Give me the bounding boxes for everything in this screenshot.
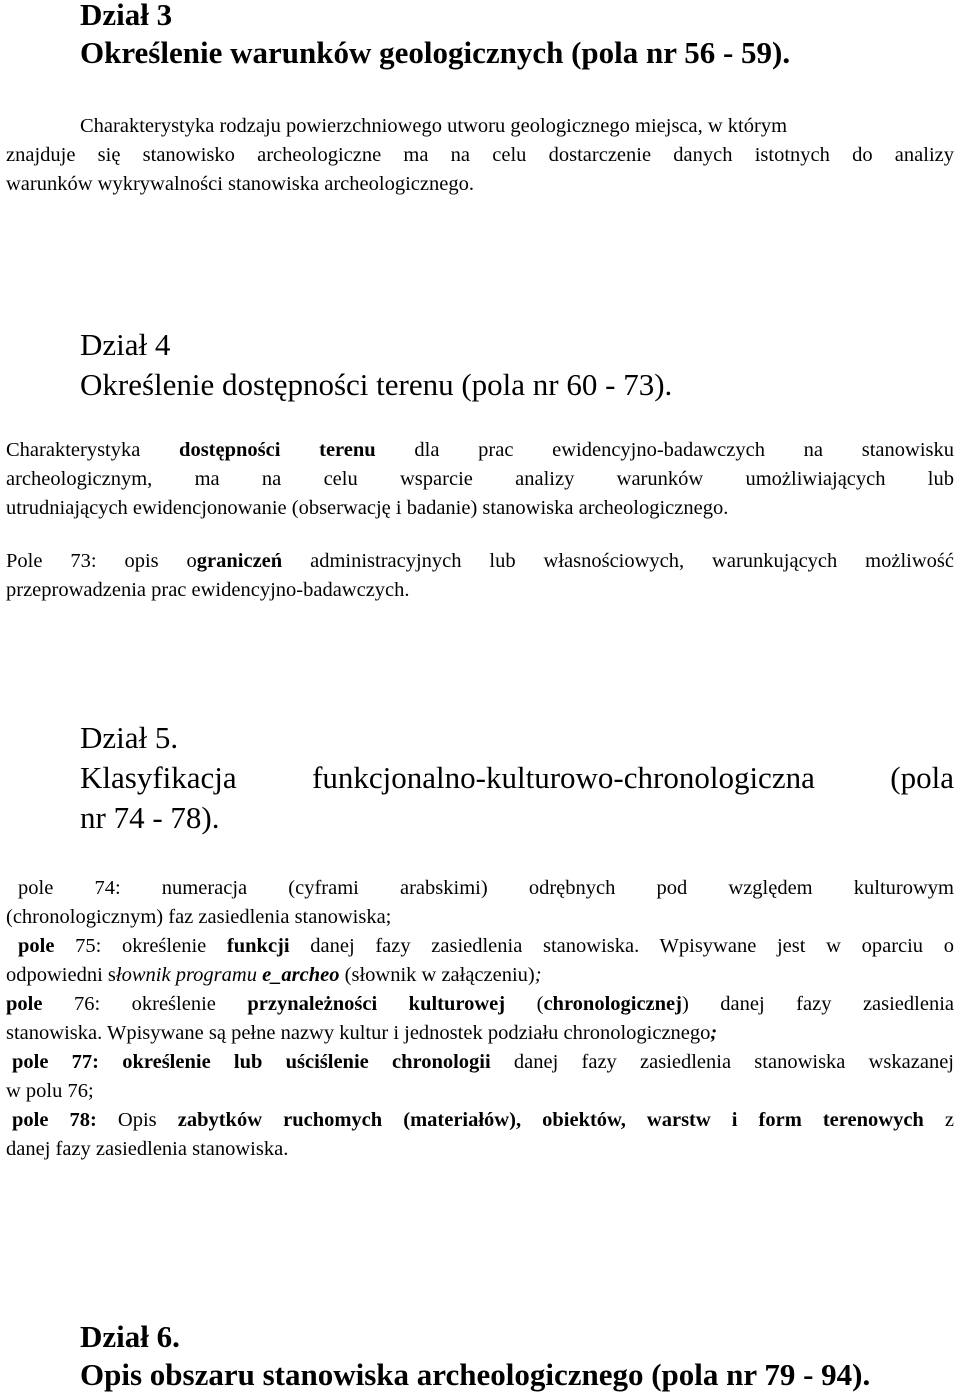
pole-73-paragraph <box>6 547 954 605</box>
section-6-heading: Dział 6. <box>80 1319 180 1354</box>
section-4-paragraph <box>6 436 954 523</box>
field-line: pole 74: numeracja (cyframi arabskimi) odrębnych pod względem kulturowym <box>18 877 954 899</box>
section-3-paragraph <box>6 112 954 199</box>
section-3-heading: Dział 3 <box>80 0 173 32</box>
field-line: pole 77: określenie lub uściślenie chronologii danej fazy zasiedlenia stanowiska wskazanej <box>12 1051 954 1073</box>
section-5-title <box>80 758 954 838</box>
field-line: (chronologicznym) faz zasiedlenia stanowiska; <box>6 906 392 928</box>
paragraph-line: warunków wykrywalności stanowiska archeologicznego. <box>6 173 474 195</box>
field-line: pole 75: określenie funkcji danej fazy zasiedlenia stanowiska. Wpisywane jest w oparciu o <box>18 935 954 957</box>
title-line: nr 74 - 78). <box>80 800 220 835</box>
section-6-title: Opis obszaru stanowiska archeologicznego (pola nr 79 - 94). <box>80 1357 871 1392</box>
field-line: pole 76: określenie przynależności kulturowej (chronologicznej) danej fazy zasiedlenia <box>6 993 954 1015</box>
paragraph-line: archeologicznym, ma na celu wsparcie analizy warunków umożliwiających lub <box>6 468 954 490</box>
field-line: odpowiedni słownik programu e_archeo (słownik w załączeniu); <box>6 964 542 986</box>
section-4-title: Określenie dostępności terenu (pola nr 60 - 73). <box>80 367 673 402</box>
paragraph-line: Pole 73: opis ograniczeń administracyjnych lub własnościowych, warunkujących możliwość <box>6 550 954 572</box>
field-line: danej fazy zasiedlenia stanowiska. <box>6 1138 289 1160</box>
paragraph-line: utrudniających ewidencjonowanie (obserwację i badanie) stanowiska archeologicznego. <box>6 497 729 519</box>
section-5-fields <box>6 874 954 1164</box>
paragraph-line: Charakterystyka dostępności terenu dla prac ewidencyjno-badawczych na stanowisku <box>6 439 954 461</box>
paragraph-line: przeprowadzenia prac ewidencyjno-badawczych. <box>6 579 410 601</box>
field-line: w polu 76; <box>6 1080 94 1102</box>
field-line: pole 78: Opis zabytków ruchomych (materiałów), obiektów, warstw i form terenowych z <box>12 1109 954 1131</box>
title-line: Klasyfikacja funkcjonalno-kulturowo-chronologiczna (pola <box>80 760 954 795</box>
paragraph-line: znajduje się stanowisko archeologiczne ma na celu dostarczenie danych istotnych do analizy <box>6 144 954 166</box>
section-3-title: Określenie warunków geologicznych (pola nr 56 - 59). <box>80 35 791 70</box>
field-line: stanowiska. Wpisywane są pełne nazwy kultur i jednostek podziału chronologicznego; <box>6 1022 718 1044</box>
section-4-heading: Dział 4 <box>80 327 171 362</box>
section-5-heading: Dział 5. <box>80 720 179 755</box>
paragraph-line: Charakterystyka rodzaju powierzchniowego utworu geologicznego miejsca, w którym <box>80 115 788 137</box>
